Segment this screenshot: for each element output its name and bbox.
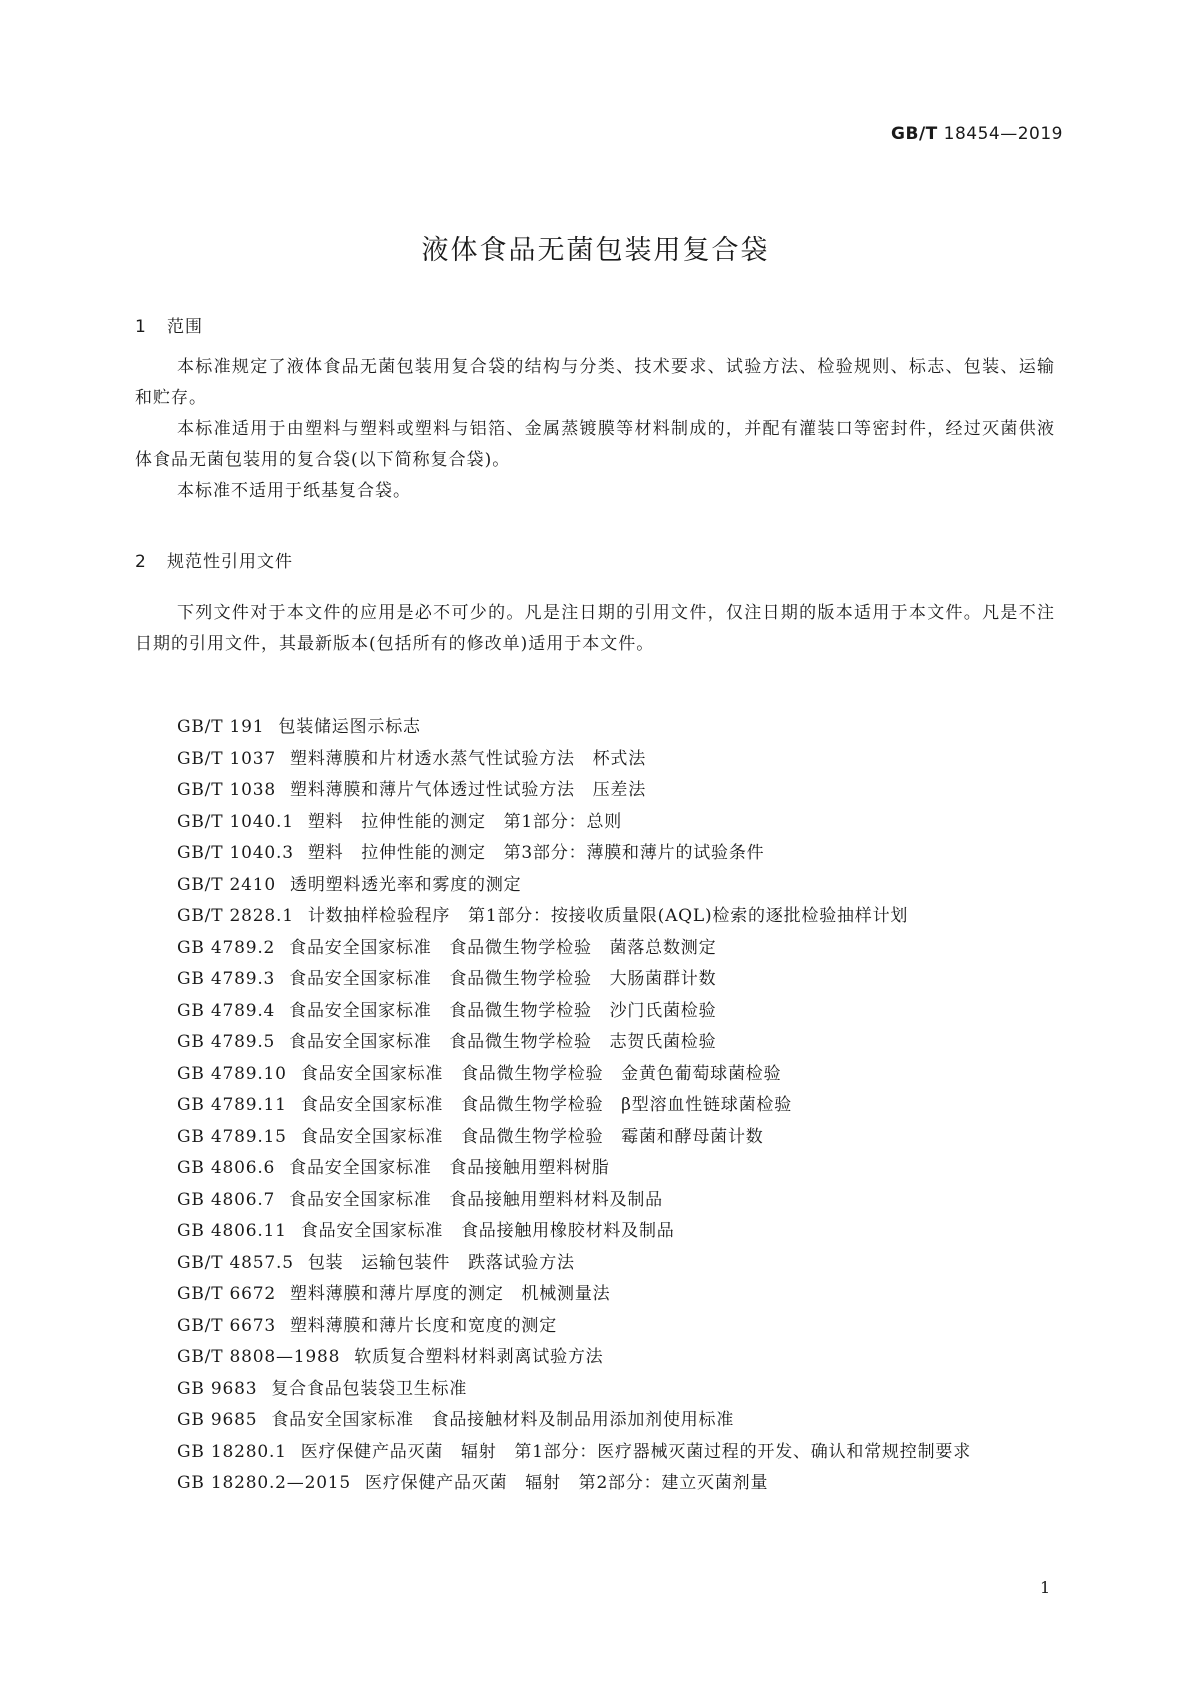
reference-title: 软质复合塑料材料剥离试验方法 [354,1347,604,1367]
section-2-title: 规范性引用文件 [167,552,293,572]
reference-item [135,1342,1055,1374]
reference-title: 包装储运图示标志 [278,717,421,737]
reference-code: GB 9683 [177,1378,258,1399]
reference-item [135,1059,1055,1091]
reference-code: GB/T 4857.5 [177,1252,294,1273]
reference-code: GB 9685 [177,1410,258,1430]
standard-number: 18454—2019 [943,124,1063,144]
reference-item [135,1374,1055,1406]
section-1-number: 1 [135,317,147,337]
reference-title: 塑料薄膜和薄片气体透过性试验方法 压差法 [290,780,647,800]
reference-code: GB/T 2410 [177,874,277,895]
reference-title: 食品安全国家标准 食品微生物学检验 β型溶血性链球菌检验 [300,1095,793,1115]
reference-title: 食品安全国家标准 食品微生物学检验 志贺氏菌检验 [289,1032,717,1052]
section-2-heading [135,547,293,572]
document-title: 液体食品无菌包装用复合袋 [421,235,770,266]
reference-title: 复合食品包装袋卫生标准 [271,1378,468,1399]
section-1-paragraph-3: 本标准不适用于纸基复合袋。 [177,481,411,501]
reference-code: GB 4789.15 [177,1126,287,1147]
reference-title: 食品安全国家标准 食品微生物学检验 金黄色葡萄球菌检验 [300,1063,782,1084]
reference-item [135,1311,1055,1343]
reference-item [135,996,1055,1028]
section-1-paragraph-2: 本标准适用于由塑料与塑料或塑料与铝箔、金属蒸镀膜等材料制成的，并配有灌装口等密封件，经过灭菌供液体食品无菌包装用的复合袋(以下简称复合袋)。 [135,419,1055,470]
reference-item [135,775,1055,807]
section-1-title: 范围 [167,317,203,337]
reference-item [135,1437,1055,1469]
page-number: 1 [1040,1578,1051,1597]
reference-item [135,1122,1055,1154]
reference-title: 塑料 拉伸性能的测定 第3部分：薄膜和薄片的试验条件 [307,843,765,863]
reference-item [135,901,1055,933]
section-1-heading [135,312,203,337]
reference-item [135,712,1055,744]
reference-title: 塑料薄膜和片材透水蒸气性试验方法 杯式法 [290,748,647,769]
reference-item [135,933,1055,965]
reference-code: GB 4789.2 [177,937,276,958]
reference-title: 塑料薄膜和薄片厚度的测定 机械测量法 [290,1284,611,1304]
standard-prefix: GB/T [891,124,938,144]
section-2-number: 2 [135,552,147,572]
reference-title: 食品安全国家标准 食品接触材料及制品用添加剂使用标准 [271,1410,735,1430]
normative-reference-list [135,712,1055,1500]
reference-code: GB/T 1040.3 [177,843,294,863]
reference-item [135,744,1055,776]
reference-code: GB 4789.10 [177,1063,287,1084]
reference-code: GB/T 6673 [177,1315,277,1336]
reference-item [135,1153,1055,1185]
reference-item [135,1185,1055,1217]
reference-item [135,1405,1055,1437]
reference-title: 医疗保健产品灭菌 辐射 第1部分：医疗器械灭菌过程的开发、确认和常规控制要求 [300,1441,971,1462]
reference-code: GB/T 191 [177,717,265,737]
reference-code: GB 18280.1 [177,1441,287,1462]
reference-item [135,1468,1055,1500]
reference-code: GB 4789.3 [177,969,276,989]
reference-title: 食品安全国家标准 食品微生物学检验 菌落总数测定 [289,937,717,958]
reference-title: 食品安全国家标准 食品接触用橡胶材料及制品 [300,1221,675,1241]
reference-title: 计数抽样检验程序 第1部分：按接收质量限(AQL)检索的逐批检验抽样计划 [307,906,909,926]
reference-code: GB 4789.4 [177,1000,276,1021]
reference-item [135,807,1055,839]
reference-item [135,1216,1055,1248]
reference-code: GB/T 2828.1 [177,906,294,926]
reference-title: 塑料薄膜和薄片长度和宽度的测定 [290,1315,558,1336]
reference-item [135,1279,1055,1311]
reference-item [135,1027,1055,1059]
reference-item [135,838,1055,870]
reference-title: 食品安全国家标准 食品微生物学检验 大肠菌群计数 [289,969,717,989]
reference-code: GB 18280.2—2015 [177,1473,352,1493]
reference-code: GB 4806.11 [177,1221,287,1241]
reference-code: GB/T 8808—1988 [177,1347,341,1367]
reference-title: 透明塑料透光率和雾度的测定 [290,874,522,895]
reference-title: 食品安全国家标准 食品接触用塑料树脂 [289,1158,610,1178]
reference-title: 包装 运输包装件 跌落试验方法 [307,1252,575,1273]
standard-code [891,124,1063,144]
reference-title: 食品安全国家标准 食品接触用塑料材料及制品 [289,1189,663,1210]
section-2-intro: 下列文件对于本文件的应用是必不可少的。凡是注日期的引用文件，仅注日期的版本适用于本文件。凡是不注日期的引用文件，其最新版本(包括所有的修改单)适用于本文件。 [135,603,1055,654]
reference-title: 食品安全国家标准 食品微生物学检验 霉菌和酵母菌计数 [300,1126,764,1147]
reference-title: 食品安全国家标准 食品微生物学检验 沙门氏菌检验 [289,1000,717,1021]
reference-item [135,1248,1055,1280]
reference-code: GB 4789.5 [177,1032,276,1052]
reference-code: GB/T 1037 [177,748,277,769]
reference-item [135,1090,1055,1122]
reference-code: GB/T 6672 [177,1284,277,1304]
reference-title: 塑料 拉伸性能的测定 第1部分：总则 [307,811,623,832]
reference-item [135,870,1055,902]
reference-code: GB 4806.6 [177,1158,276,1178]
reference-code: GB 4789.11 [177,1095,287,1115]
reference-code: GB/T 1038 [177,780,277,800]
reference-code: GB 4806.7 [177,1189,276,1210]
reference-title: 医疗保健产品灭菌 辐射 第2部分：建立灭菌剂量 [365,1473,769,1493]
section-1-paragraph-1: 本标准规定了液体食品无菌包装用复合袋的结构与分类、技术要求、试验方法、检验规则、标志、包装、运输和贮存。 [135,357,1055,408]
reference-item [135,964,1055,996]
reference-code: GB/T 1040.1 [177,811,294,832]
